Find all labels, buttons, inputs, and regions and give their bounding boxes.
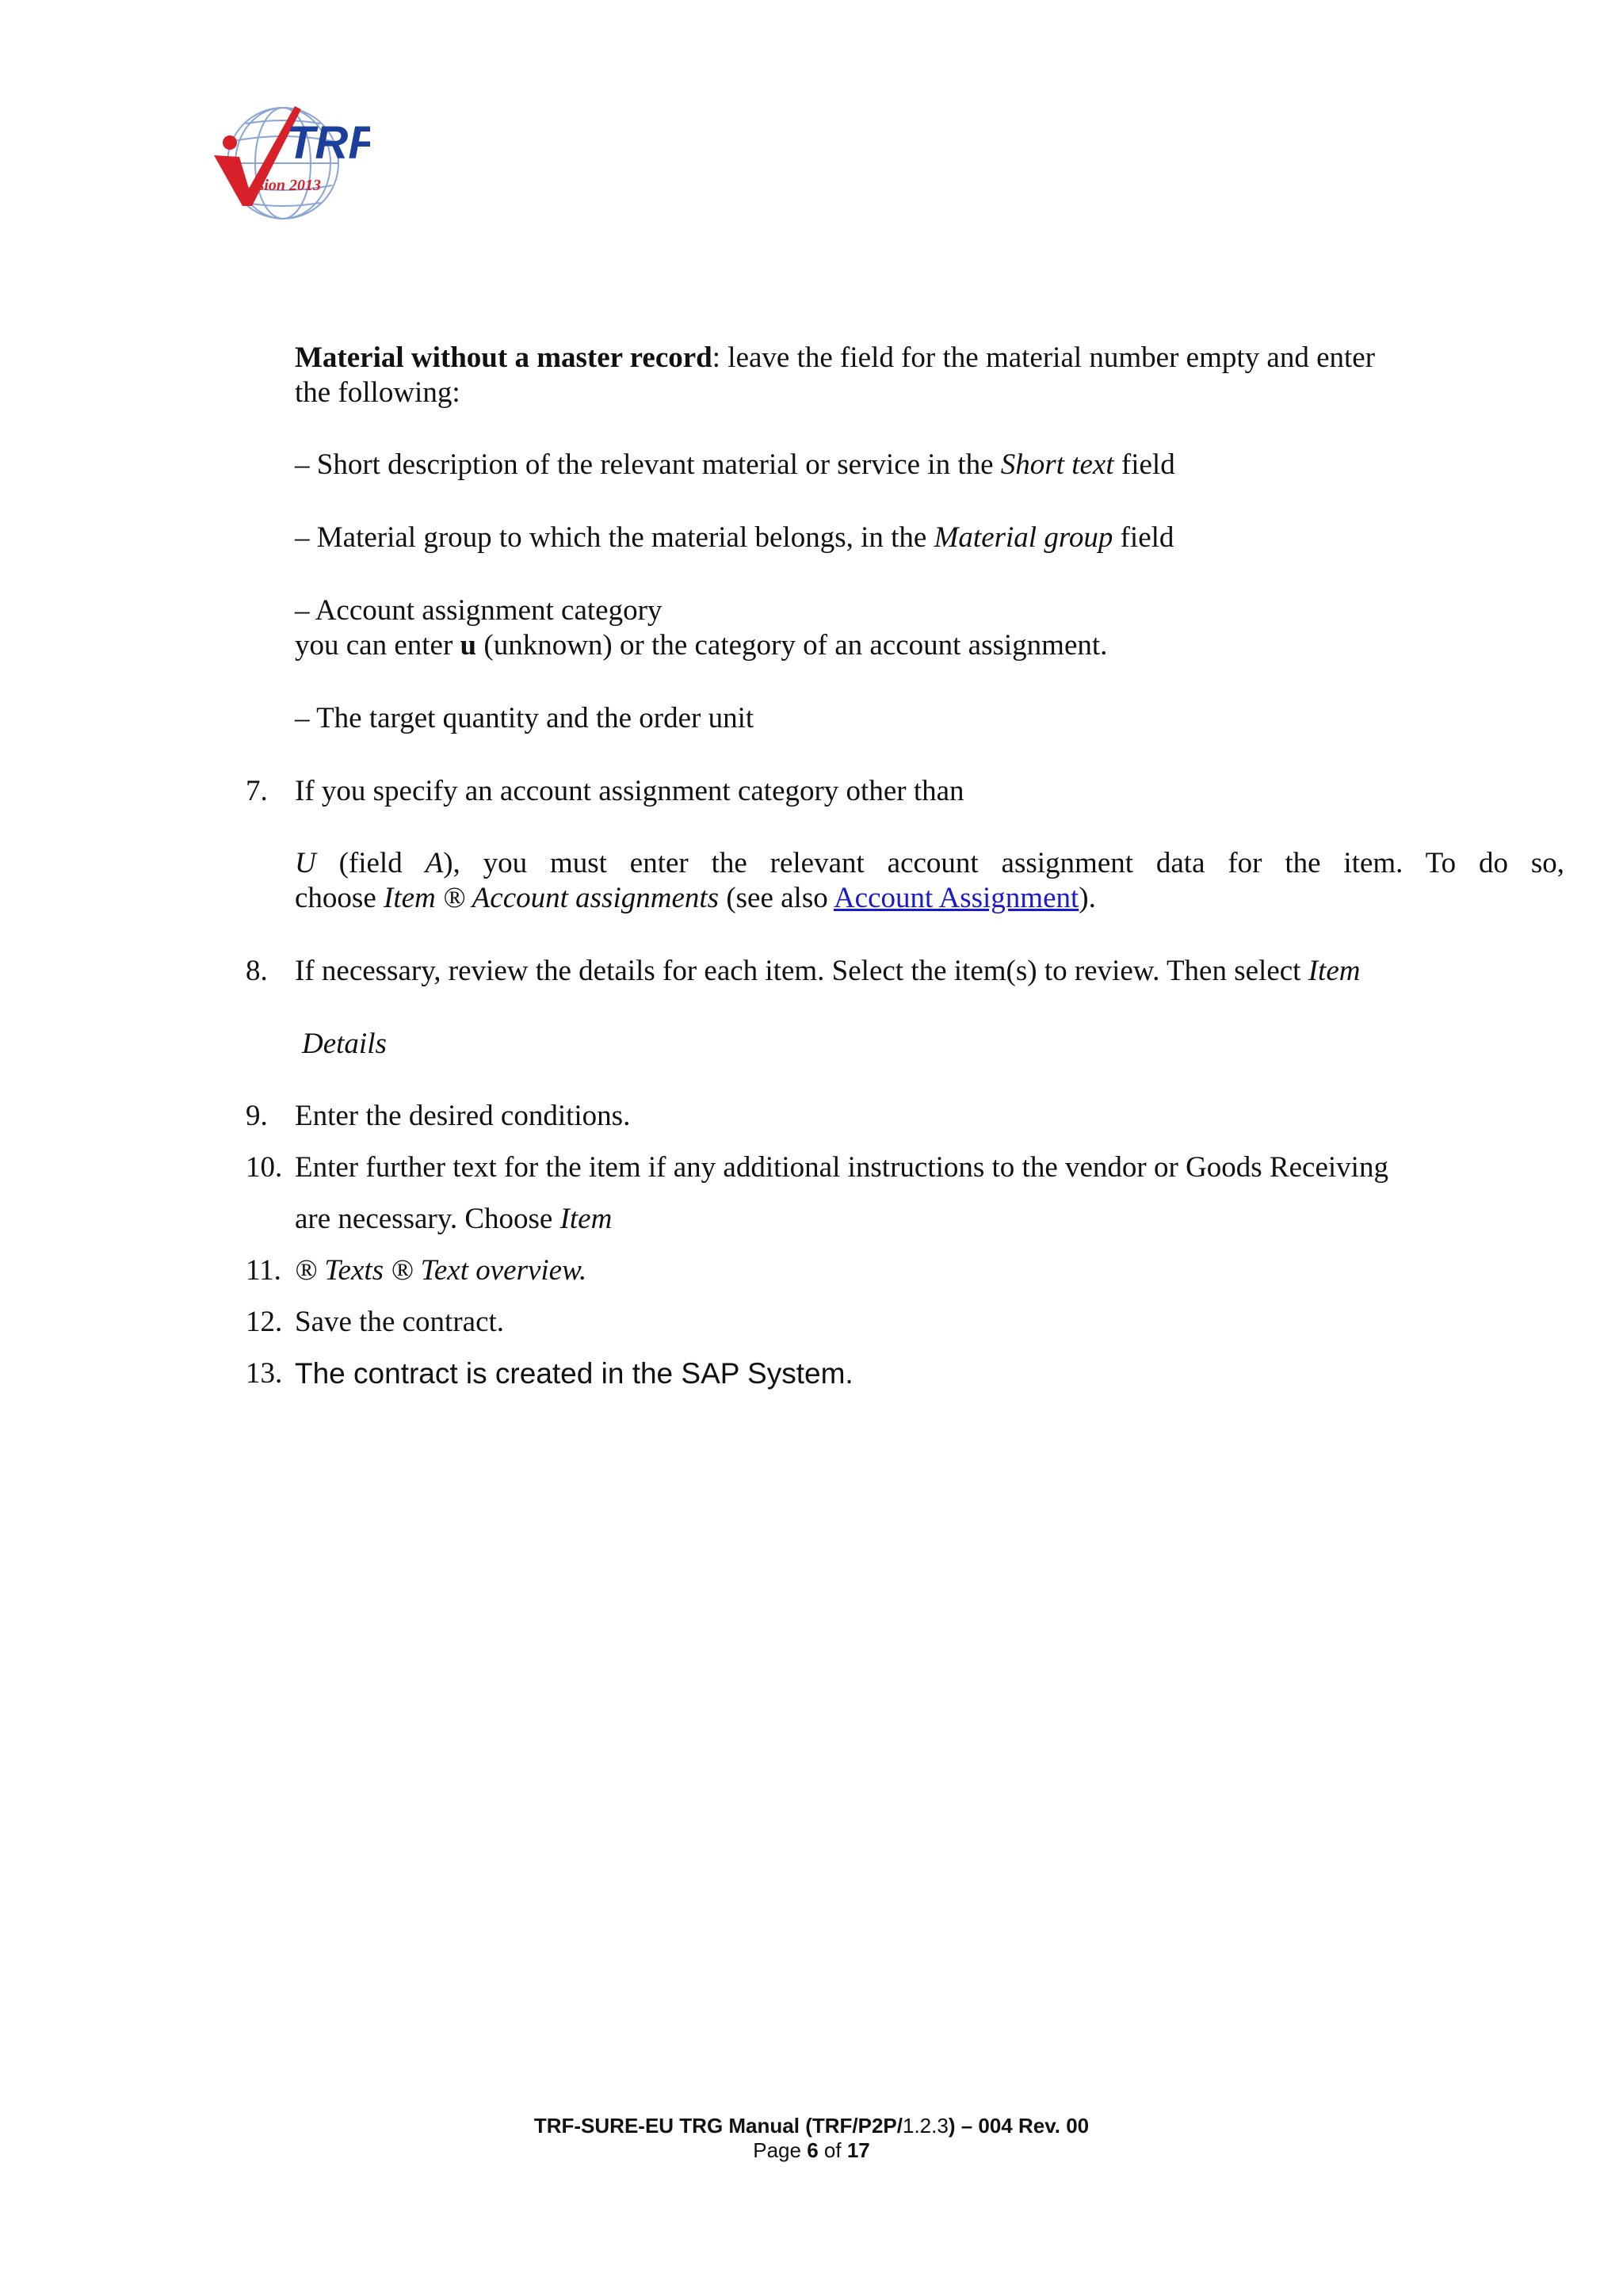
step7-text: If you specify an account assignment category other than [295, 775, 964, 807]
intro-line1: Material without a master record: leave the field for the material number empty and enter [295, 341, 1376, 374]
step8-text: If necessary, review the details for each item. Select the item(s) to review. Then select Item [295, 955, 1361, 987]
account-assignment-link[interactable]: Account Assignment [833, 882, 1079, 914]
footer-page-number: Page 6 of 17 [753, 2138, 870, 2162]
intro-bold-term: Material without a master record [295, 341, 712, 374]
company-logo [208, 101, 370, 224]
step10-choose-line: are necessary. Choose Item [295, 1203, 613, 1235]
dash-item-short-text: – Short description of the relevant material or service in the Short text field [295, 448, 1175, 481]
footer-manual-title: TRF-SURE-EU TRG Manual (TRF/P2P/1.2.3) – 004 Rev. 00 [533, 2114, 1090, 2138]
step10-text: Enter further text for the item if any additional instructions to the vendor or Goods Receiving [295, 1151, 1388, 1184]
logo-tagline: ision 2013 [254, 177, 322, 194]
dash-item-material-group: – Material group to which the material belongs, in the Material group field [295, 521, 1174, 554]
step-number: 7. [246, 775, 268, 807]
dash-item-account-category: – Account assignment category [295, 594, 663, 627]
step7-account-paragraph: U (field A), you must enter the relevant account assignment data for the item. To do so, [295, 847, 1564, 879]
step-number: 13. [246, 1357, 283, 1390]
intro-line2: the following: [295, 376, 460, 409]
step-number: 8. [246, 955, 268, 987]
step8-details: Details [302, 1028, 387, 1060]
step-number: 10. [246, 1151, 283, 1184]
dash-item-target-quantity: – The target quantity and the order unit [295, 702, 754, 734]
logo-brand-text: TRF [287, 117, 370, 169]
account-category-note: you can enter u (unknown) or the category of an account assignment. [295, 629, 1108, 662]
step9-text: Enter the desired conditions. [295, 1100, 631, 1132]
step-number: 12. [246, 1306, 283, 1338]
step11-text: ® Texts ® Text overview. [295, 1254, 587, 1287]
step13-text: The contract is created in the SAP System. [295, 1357, 854, 1390]
step-number: 11. [246, 1254, 281, 1287]
step12-text: Save the contract. [295, 1306, 505, 1338]
step7-choose-line: choose Item ® Account assignments (see also Account Assignment). [295, 882, 1096, 914]
step-number: 9. [246, 1100, 268, 1132]
